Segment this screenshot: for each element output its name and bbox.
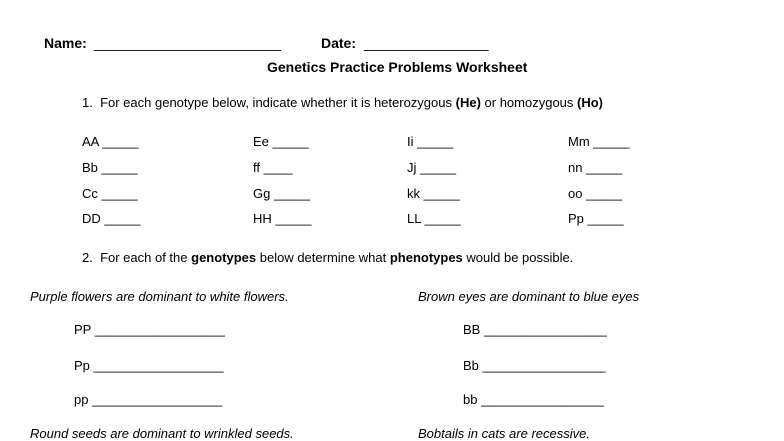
eyes-item[interactable]: bb _________________ xyxy=(463,392,604,407)
q2-text-b: below determine what xyxy=(256,250,390,265)
genotype-item[interactable]: Ee _____ xyxy=(253,134,309,149)
flowers-item[interactable]: Pp __________________ xyxy=(74,358,224,373)
name-label: Name: xyxy=(44,35,87,51)
bobtail-heading: Bobtails in cats are recessive. xyxy=(418,426,590,441)
flowers-item[interactable]: PP __________________ xyxy=(74,322,225,337)
genotype-item[interactable]: oo _____ xyxy=(568,186,623,201)
genotype-item[interactable]: Pp _____ xyxy=(568,211,624,226)
q1-ho: (Ho) xyxy=(577,95,604,110)
flowers-heading: Purple flowers are dominant to white flowers. xyxy=(30,289,289,304)
genotype-item[interactable]: ff ____ xyxy=(253,160,293,175)
seeds-heading: Round seeds are dominant to wrinkled seeds. xyxy=(30,426,294,441)
eyes-heading: Brown eyes are dominant to blue eyes xyxy=(418,289,640,304)
genotype-item[interactable]: Gg _____ xyxy=(253,186,311,201)
date-blank[interactable]: ________________ xyxy=(364,35,489,51)
eyes-item[interactable]: BB _________________ xyxy=(463,322,607,337)
question-2-prompt xyxy=(82,250,573,265)
q1-he: (He) xyxy=(455,95,481,110)
q2-bold-genotypes: genotypes xyxy=(191,250,257,265)
eyes-item[interactable]: Bb _________________ xyxy=(463,358,606,373)
genotype-item[interactable]: AA _____ xyxy=(82,134,139,149)
genotype-item[interactable]: Cc _____ xyxy=(82,186,138,201)
flowers-item[interactable]: pp __________________ xyxy=(74,392,223,407)
genotype-item[interactable]: Mm _____ xyxy=(568,134,630,149)
q2-bold-phenotypes: phenotypes xyxy=(389,250,463,265)
page-title: Genetics Practice Problems Worksheet xyxy=(267,59,528,75)
name-blank[interactable]: ________________________ xyxy=(94,35,281,51)
question-1-prompt xyxy=(82,95,603,110)
q1-text-a: 1. For each genotype below, indicate whether it is heterozygous xyxy=(82,95,456,110)
date-label: Date: xyxy=(321,35,357,51)
genotype-item[interactable]: LL _____ xyxy=(407,211,461,226)
genotype-item[interactable]: Ii _____ xyxy=(407,134,454,149)
genotype-item[interactable]: Jj _____ xyxy=(407,160,457,175)
genotype-item[interactable]: kk _____ xyxy=(407,186,460,201)
q2-text-c: would be possible. xyxy=(462,250,574,265)
q2-text-a: 2. For each of the xyxy=(82,250,192,265)
genotype-item[interactable]: nn _____ xyxy=(568,160,623,175)
genotype-item[interactable]: DD _____ xyxy=(82,211,141,226)
genotype-item[interactable]: HH _____ xyxy=(253,211,312,226)
genotype-item[interactable]: Bb _____ xyxy=(82,160,138,175)
q1-text-b: or homozygous xyxy=(480,95,578,110)
